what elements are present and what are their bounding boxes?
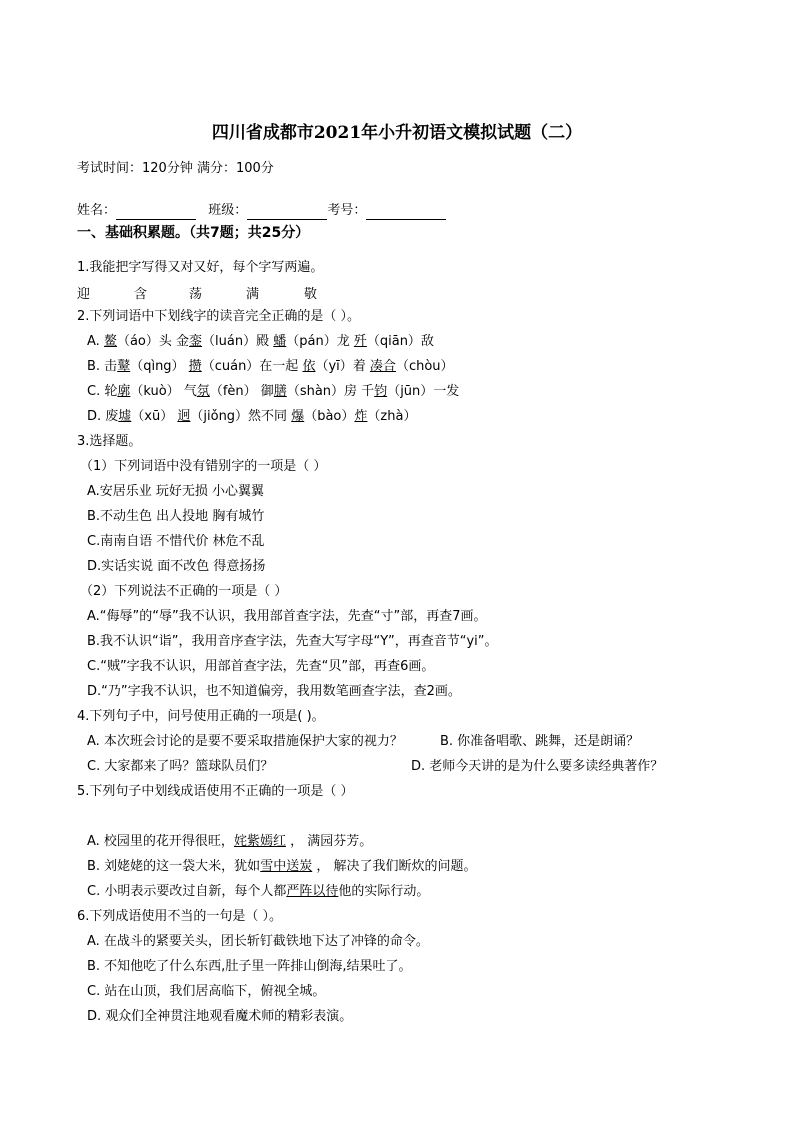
q3-stem: 3.选择题。 [77,434,142,449]
q3-sub1-option: A.安居乐业 玩好无损 小心翼翼 [87,484,265,499]
section-heading: 一、基础积累题。（共7题；共25分） [77,225,310,241]
q5-stem: 5.下列句子中划线成语使用不正确的一项是（ ） [77,784,354,799]
q4-option-d: D. 老师今天讲的是为什么要多读经典著作？ [411,759,664,774]
q4-option-c: C. 大家都来了吗？篮球队员们？ [87,759,274,774]
q1-char: 荡 [189,287,203,302]
q6-option: C. 站在山顶，我们居高临下，俯视全城。 [87,984,326,999]
name-blank[interactable] [116,205,196,220]
student-info-row [77,202,446,220]
q5-option-c: C. 小明表示要改过自新，每个人都严阵以待他的实际行动。 [87,884,430,899]
q6-stem: 6.下列成语使用不当的一句是（ ）。 [77,909,283,924]
q1-char: 满 [246,287,260,302]
exam-info: 考试时间：120分钟 满分：100分 [77,161,274,176]
q1-stem: 1.我能把字写得又对又好，每个字写两遍。 [77,260,324,275]
q6-option: B. 不知他吃了什么东西,肚子里一阵排山倒海,结果吐了。 [87,959,412,974]
q3-sub1-option: B.不动生色 出人投地 胸有城竹 [87,509,265,524]
name-label: 姓名： [77,203,117,218]
q3-sub2-option: C.“贼”字我不认识，用部首查字法，先查“贝”部，再查6画。 [87,659,435,674]
q2-option-a: A. 鳌（áo）头 金銮（luán）殿 蟠（pán）龙 歼（qiān）敌 [87,334,434,349]
number-label: 考号： [327,203,367,218]
q1-char: 迎 [77,287,91,302]
q2-option-d: D. 废墟（xū） 迥（jiǒng）然不同 爆（bào）炸（zhà） [87,409,417,424]
q3-sub1-option: C.南南自语 不惜代价 林危不乱 [87,534,265,549]
number-blank[interactable] [366,205,446,220]
q3-sub2-option: B.我不认识“诣”，我用音序查字法，先查大写字母“Y”，再查音节“yi”。 [87,634,498,649]
page-title: 四川省成都市2021年小升初语文模拟试题（二） [211,123,583,143]
q3-sub2-stem: （2）下列说法不正确的一项是（ ） [80,584,288,599]
q1-char: 敬 [304,287,318,302]
class-label: 班级： [208,203,248,218]
q4-stem: 4.下列句子中，问号使用正确的一项是( )。 [77,709,325,724]
q6-option: D. 观众们全神贯注地观看魔术师的精彩表演。 [87,1009,353,1024]
q2-option-c: C. 轮廓（kuò） 气氛（fèn） 御膳（shàn）房 千钧（jūn）一发 [87,384,460,399]
q6-option: A. 在战斗的紧要关头，团长斩钉截铁地下达了冲锋的命令。 [87,934,429,949]
q3-sub2-option: A.“侮辱”的“辱”我不认识，我用部首查字法，先查“寸”部，再查7画。 [87,609,487,624]
q4-option-a: A. 本次班会讨论的是要不要采取措施保护大家的视力？ [87,734,403,749]
q3-sub1-stem: （1）下列词语中没有错别字的一项是（ ） [80,459,327,474]
q4-option-b: B. 你准备唱歌、跳舞，还是朗诵？ [440,734,640,749]
q2-option-b: B. 击鼙（qìng） 攒（cuán）在一起 依（yī）着 凑合（chòu） [87,359,454,374]
q3-sub2-option: D.“乃”字我不认识，也不知道偏旁，我用数笔画查字法，查2画。 [87,684,461,699]
q2-stem: 2.下列词语中下划线字的读音完全正确的是（ ）。 [77,309,361,324]
q5-option-a: A. 校园里的花开得很旺，姹紫嫣红 ， 满园芬芳。 [87,834,373,849]
q3-sub1-option: D.实话实说 面不改色 得意扬扬 [87,559,266,574]
class-blank[interactable] [247,205,327,220]
q1-char: 含 [134,287,148,302]
q5-option-b: B. 刘姥姥的这一袋大米，犹如雪中送炭 ， 解决了我们断炊的问题。 [87,859,477,874]
